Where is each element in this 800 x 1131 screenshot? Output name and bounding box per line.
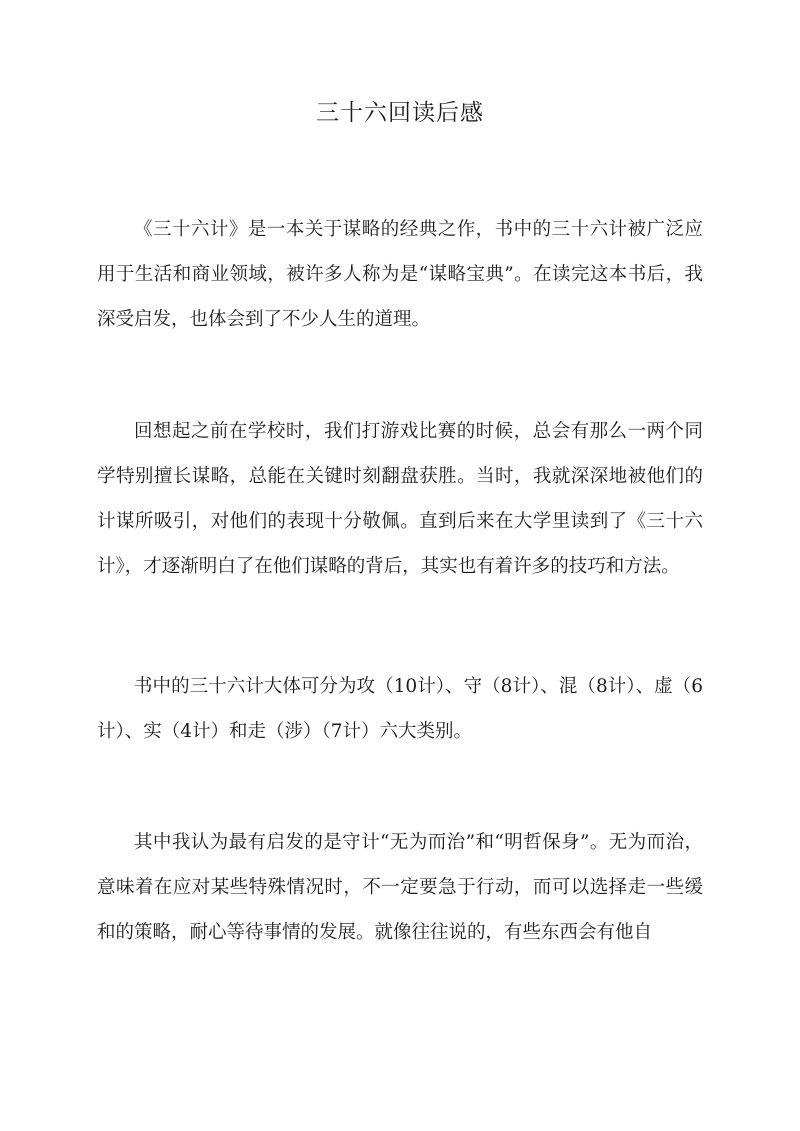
paragraph-inspiration: 其中我认为最有启发的是守计“无为而治”和“明哲保身”。无为而治，意味着在应对某些特殊情况时，不一定要急于行动，而可以选择走一些缓和的策略，耐心等待事情的发展。就像往往说的，有些东西会有他自: [97, 832, 703, 943]
paragraph-school-memory: 回想起之前在学校时，我们打游戏比赛的时候，总会有那么一两个同学特别擅长谋略，总能在关键时刻翻盘获胜。当时，我就深深地被他们的计谋所吸引，对他们的表现十分敬佩。直到后来在大学里读到了《三十六计》，才逐渐明白了在他们谋略的背后，其实也有着许多的技巧和方法。: [97, 421, 703, 577]
paragraph-categories: 书中的三十六计大体可分为攻（10计）、守（8计）、混（8计）、虚（6计）、实（4计）和走（涉）（7计）六大类别。: [97, 676, 703, 742]
page-title: 三十六回读后感: [316, 100, 484, 126]
paragraph-intro: 《三十六计》是一本关于谋略的经典之作，书中的三十六计被广泛应用于生活和商业领域，被许多人称为是“谋略宝典”。在读完这本书后，我深受启发，也体会到了不少人生的道理。: [97, 219, 703, 330]
